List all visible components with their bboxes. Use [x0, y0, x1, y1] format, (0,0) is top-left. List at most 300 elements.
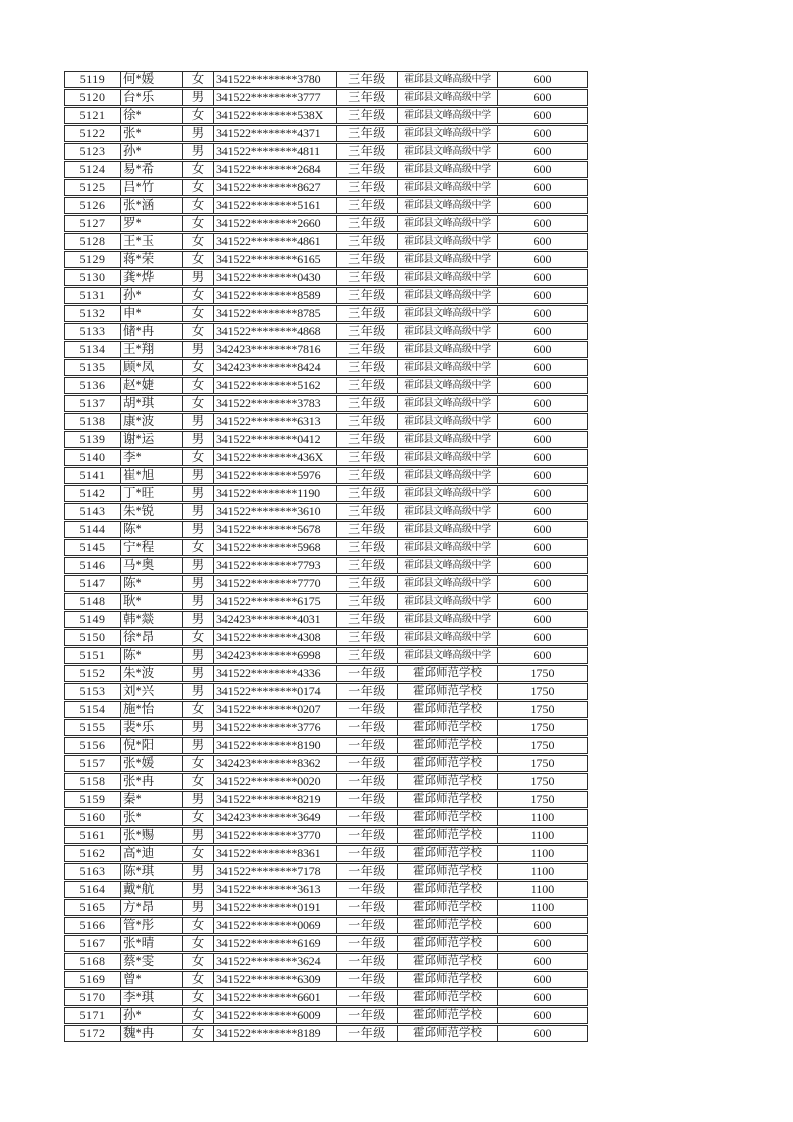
- cell-student-name: 朱*波: [121, 665, 183, 682]
- cell-student-name: 管*彤: [121, 917, 183, 934]
- cell-grade: 一年级: [337, 791, 398, 808]
- cell-grade: 三年级: [337, 71, 398, 88]
- cell-fee-amount: 600: [498, 125, 588, 142]
- cell-fee-amount: 1750: [498, 773, 588, 790]
- cell-seq-no: 5147: [64, 575, 121, 592]
- cell-seq-no: 5144: [64, 521, 121, 538]
- cell-fee-amount: 600: [498, 413, 588, 430]
- cell-student-name: 张*媛: [121, 755, 183, 772]
- table-row: [64, 737, 588, 754]
- cell-seq-no: 5167: [64, 935, 121, 952]
- cell-fee-amount: 600: [498, 179, 588, 196]
- cell-seq-no: 5125: [64, 179, 121, 196]
- cell-fee-amount: 600: [498, 1025, 588, 1042]
- table-row: [64, 557, 588, 574]
- cell-grade: 三年级: [337, 287, 398, 304]
- cell-fee-amount: 1100: [498, 827, 588, 844]
- cell-gender: 男: [183, 341, 214, 358]
- table-row: [64, 179, 588, 196]
- cell-school: 霍邱师范学校: [398, 791, 498, 808]
- cell-gender: 女: [183, 755, 214, 772]
- cell-fee-amount: 600: [498, 989, 588, 1006]
- cell-id-number: 341522********3776: [214, 719, 337, 736]
- cell-grade: 一年级: [337, 701, 398, 718]
- table-row: [64, 809, 588, 826]
- cell-gender: 女: [183, 305, 214, 322]
- cell-school: 霍邱县文峰高级中学: [398, 413, 498, 430]
- cell-gender: 男: [183, 89, 214, 106]
- cell-student-name: 胡*琪: [121, 395, 183, 412]
- cell-grade: 三年级: [337, 485, 398, 502]
- cell-fee-amount: 600: [498, 449, 588, 466]
- cell-id-number: 341522********6309: [214, 971, 337, 988]
- cell-id-number: 341522********3613: [214, 881, 337, 898]
- cell-school: 霍邱县文峰高级中学: [398, 215, 498, 232]
- cell-fee-amount: 1750: [498, 791, 588, 808]
- cell-student-name: 方*昂: [121, 899, 183, 916]
- cell-seq-no: 5138: [64, 413, 121, 430]
- table-row: [64, 863, 588, 880]
- cell-grade: 三年级: [337, 323, 398, 340]
- cell-gender: 女: [183, 773, 214, 790]
- cell-seq-no: 5145: [64, 539, 121, 556]
- table-row: [64, 935, 588, 952]
- cell-student-name: 谢*运: [121, 431, 183, 448]
- cell-fee-amount: 1100: [498, 863, 588, 880]
- cell-gender: 男: [183, 719, 214, 736]
- cell-school: 霍邱师范学校: [398, 899, 498, 916]
- cell-grade: 三年级: [337, 575, 398, 592]
- cell-gender: 男: [183, 557, 214, 574]
- cell-id-number: 341522********4371: [214, 125, 337, 142]
- table-row: [64, 233, 588, 250]
- cell-student-name: 孙*: [121, 1007, 183, 1024]
- table-row: [64, 611, 588, 628]
- cell-fee-amount: 600: [498, 143, 588, 160]
- cell-grade: 三年级: [337, 611, 398, 628]
- cell-id-number: 341522********2660: [214, 215, 337, 232]
- cell-fee-amount: 1750: [498, 665, 588, 682]
- cell-seq-no: 5157: [64, 755, 121, 772]
- cell-student-name: 顾*凤: [121, 359, 183, 376]
- cell-grade: 三年级: [337, 557, 398, 574]
- cell-fee-amount: 600: [498, 287, 588, 304]
- cell-grade: 一年级: [337, 935, 398, 952]
- cell-grade: 一年级: [337, 863, 398, 880]
- cell-id-number: 342423********6998: [214, 647, 337, 664]
- cell-gender: 男: [183, 593, 214, 610]
- cell-gender: 女: [183, 197, 214, 214]
- cell-school: 霍邱师范学校: [398, 1007, 498, 1024]
- cell-school: 霍邱师范学校: [398, 971, 498, 988]
- cell-student-name: 康*波: [121, 413, 183, 430]
- cell-school: 霍邱县文峰高级中学: [398, 269, 498, 286]
- table-row: [64, 1025, 588, 1042]
- cell-grade: 一年级: [337, 737, 398, 754]
- cell-fee-amount: 1750: [498, 737, 588, 754]
- cell-fee-amount: 1750: [498, 701, 588, 718]
- cell-fee-amount: 1100: [498, 881, 588, 898]
- cell-student-name: 徐*昂: [121, 629, 183, 646]
- cell-gender: 女: [183, 701, 214, 718]
- cell-fee-amount: 600: [498, 593, 588, 610]
- cell-fee-amount: 600: [498, 935, 588, 952]
- cell-fee-amount: 600: [498, 197, 588, 214]
- cell-student-name: 朱*锐: [121, 503, 183, 520]
- cell-student-name: 施*怡: [121, 701, 183, 718]
- cell-seq-no: 5142: [64, 485, 121, 502]
- cell-gender: 女: [183, 539, 214, 556]
- cell-id-number: 342423********3649: [214, 809, 337, 826]
- cell-id-number: 341522********4308: [214, 629, 337, 646]
- table-row: [64, 1007, 588, 1024]
- cell-gender: 女: [183, 1025, 214, 1042]
- cell-fee-amount: 600: [498, 71, 588, 88]
- cell-fee-amount: 600: [498, 305, 588, 322]
- cell-id-number: 341522********6009: [214, 1007, 337, 1024]
- cell-school: 霍邱县文峰高级中学: [398, 395, 498, 412]
- cell-seq-no: 5124: [64, 161, 121, 178]
- cell-student-name: 崔*旭: [121, 467, 183, 484]
- cell-gender: 女: [183, 251, 214, 268]
- cell-school: 霍邱县文峰高级中学: [398, 629, 498, 646]
- cell-seq-no: 5164: [64, 881, 121, 898]
- cell-gender: 女: [183, 809, 214, 826]
- cell-grade: 三年级: [337, 647, 398, 664]
- table-row: [64, 485, 588, 502]
- table-row: [64, 593, 588, 610]
- cell-grade: 三年级: [337, 233, 398, 250]
- student-fee-table: [64, 70, 588, 1043]
- cell-seq-no: 5161: [64, 827, 121, 844]
- cell-grade: 三年级: [337, 341, 398, 358]
- cell-seq-no: 5130: [64, 269, 121, 286]
- cell-fee-amount: 600: [498, 341, 588, 358]
- cell-school: 霍邱县文峰高级中学: [398, 467, 498, 484]
- cell-school: 霍邱县文峰高级中学: [398, 647, 498, 664]
- table-row: [64, 917, 588, 934]
- cell-id-number: 341522********7793: [214, 557, 337, 574]
- cell-school: 霍邱县文峰高级中学: [398, 557, 498, 574]
- cell-school: 霍邱县文峰高级中学: [398, 143, 498, 160]
- cell-student-name: 高*迪: [121, 845, 183, 862]
- cell-student-name: 蒋*荣: [121, 251, 183, 268]
- cell-seq-no: 5170: [64, 989, 121, 1006]
- cell-id-number: 341522********3610: [214, 503, 337, 520]
- cell-seq-no: 5139: [64, 431, 121, 448]
- cell-id-number: 341522********4811: [214, 143, 337, 160]
- cell-fee-amount: 600: [498, 629, 588, 646]
- cell-fee-amount: 1750: [498, 719, 588, 736]
- table-row: [64, 431, 588, 448]
- cell-seq-no: 5143: [64, 503, 121, 520]
- table-row: [64, 125, 588, 142]
- cell-seq-no: 5122: [64, 125, 121, 142]
- cell-school: 霍邱师范学校: [398, 989, 498, 1006]
- table-row: [64, 503, 588, 520]
- cell-gender: 男: [183, 791, 214, 808]
- cell-school: 霍邱县文峰高级中学: [398, 485, 498, 502]
- cell-id-number: 342423********8424: [214, 359, 337, 376]
- cell-seq-no: 5169: [64, 971, 121, 988]
- cell-id-number: 341522********5968: [214, 539, 337, 556]
- table-row: [64, 701, 588, 718]
- cell-grade: 三年级: [337, 197, 398, 214]
- table-row: [64, 467, 588, 484]
- cell-grade: 一年级: [337, 773, 398, 790]
- cell-student-name: 曾*: [121, 971, 183, 988]
- cell-gender: 女: [183, 161, 214, 178]
- cell-student-name: 丁*旺: [121, 485, 183, 502]
- cell-school: 霍邱县文峰高级中学: [398, 521, 498, 538]
- cell-seq-no: 5152: [64, 665, 121, 682]
- cell-student-name: 申*: [121, 305, 183, 322]
- cell-seq-no: 5123: [64, 143, 121, 160]
- cell-gender: 女: [183, 989, 214, 1006]
- cell-id-number: 341522********3770: [214, 827, 337, 844]
- cell-grade: 一年级: [337, 1007, 398, 1024]
- cell-seq-no: 5151: [64, 647, 121, 664]
- cell-gender: 女: [183, 287, 214, 304]
- cell-gender: 男: [183, 269, 214, 286]
- cell-fee-amount: 600: [498, 323, 588, 340]
- cell-fee-amount: 600: [498, 377, 588, 394]
- table-row: [64, 521, 588, 538]
- cell-student-name: 戴*航: [121, 881, 183, 898]
- cell-grade: 一年级: [337, 845, 398, 862]
- cell-seq-no: 5160: [64, 809, 121, 826]
- cell-student-name: 台*乐: [121, 89, 183, 106]
- cell-grade: 三年级: [337, 395, 398, 412]
- cell-id-number: 341522********0412: [214, 431, 337, 448]
- cell-fee-amount: 600: [498, 485, 588, 502]
- cell-id-number: 342423********4031: [214, 611, 337, 628]
- cell-fee-amount: 600: [498, 107, 588, 124]
- cell-id-number: 341522********4868: [214, 323, 337, 340]
- cell-school: 霍邱县文峰高级中学: [398, 449, 498, 466]
- cell-gender: 女: [183, 71, 214, 88]
- cell-grade: 三年级: [337, 593, 398, 610]
- cell-gender: 男: [183, 575, 214, 592]
- cell-student-name: 陈*琪: [121, 863, 183, 880]
- cell-gender: 男: [183, 143, 214, 160]
- cell-seq-no: 5148: [64, 593, 121, 610]
- cell-grade: 三年级: [337, 629, 398, 646]
- cell-seq-no: 5120: [64, 89, 121, 106]
- cell-fee-amount: 600: [498, 575, 588, 592]
- cell-student-name: 魏*冉: [121, 1025, 183, 1042]
- cell-fee-amount: 600: [498, 521, 588, 538]
- cell-grade: 三年级: [337, 359, 398, 376]
- cell-school: 霍邱县文峰高级中学: [398, 251, 498, 268]
- table-row: [64, 215, 588, 232]
- cell-student-name: 赵*婕: [121, 377, 183, 394]
- cell-school: 霍邱县文峰高级中学: [398, 161, 498, 178]
- cell-fee-amount: 600: [498, 395, 588, 412]
- cell-seq-no: 5155: [64, 719, 121, 736]
- cell-id-number: 341522********6175: [214, 593, 337, 610]
- cell-id-number: 341522********3780: [214, 71, 337, 88]
- cell-fee-amount: 600: [498, 269, 588, 286]
- cell-grade: 三年级: [337, 377, 398, 394]
- cell-fee-amount: 600: [498, 89, 588, 106]
- cell-id-number: 341522********8361: [214, 845, 337, 862]
- cell-school: 霍邱师范学校: [398, 1025, 498, 1042]
- cell-gender: 男: [183, 863, 214, 880]
- cell-student-name: 蔡*雯: [121, 953, 183, 970]
- cell-seq-no: 5146: [64, 557, 121, 574]
- cell-seq-no: 5133: [64, 323, 121, 340]
- cell-id-number: 342423********8362: [214, 755, 337, 772]
- cell-seq-no: 5150: [64, 629, 121, 646]
- cell-school: 霍邱师范学校: [398, 737, 498, 754]
- cell-student-name: 张*赐: [121, 827, 183, 844]
- cell-grade: 三年级: [337, 449, 398, 466]
- cell-grade: 三年级: [337, 143, 398, 160]
- cell-fee-amount: 1100: [498, 899, 588, 916]
- cell-seq-no: 5131: [64, 287, 121, 304]
- cell-seq-no: 5134: [64, 341, 121, 358]
- cell-fee-amount: 1100: [498, 809, 588, 826]
- table-row: [64, 773, 588, 790]
- cell-school: 霍邱师范学校: [398, 665, 498, 682]
- cell-student-name: 秦*: [121, 791, 183, 808]
- cell-grade: 三年级: [337, 467, 398, 484]
- cell-student-name: 陈*: [121, 647, 183, 664]
- cell-id-number: 341522********7178: [214, 863, 337, 880]
- cell-gender: 女: [183, 1007, 214, 1024]
- cell-school: 霍邱县文峰高级中学: [398, 305, 498, 322]
- table-row: [64, 629, 588, 646]
- cell-id-number: 341522********6601: [214, 989, 337, 1006]
- cell-fee-amount: 600: [498, 251, 588, 268]
- table-row: [64, 143, 588, 160]
- table-row: [64, 683, 588, 700]
- cell-student-name: 罗*: [121, 215, 183, 232]
- cell-id-number: 341522********2684: [214, 161, 337, 178]
- cell-seq-no: 5166: [64, 917, 121, 934]
- table-row: [64, 341, 588, 358]
- cell-school: 霍邱县文峰高级中学: [398, 611, 498, 628]
- cell-grade: 一年级: [337, 953, 398, 970]
- cell-seq-no: 5141: [64, 467, 121, 484]
- cell-grade: 一年级: [337, 755, 398, 772]
- cell-grade: 三年级: [337, 251, 398, 268]
- table-row: [64, 161, 588, 178]
- cell-school: 霍邱县文峰高级中学: [398, 323, 498, 340]
- table-row: [64, 197, 588, 214]
- cell-id-number: 342423********7816: [214, 341, 337, 358]
- cell-grade: 一年级: [337, 899, 398, 916]
- cell-grade: 三年级: [337, 107, 398, 124]
- cell-student-name: 张*: [121, 809, 183, 826]
- cell-gender: 男: [183, 413, 214, 430]
- cell-seq-no: 5156: [64, 737, 121, 754]
- cell-grade: 三年级: [337, 215, 398, 232]
- cell-fee-amount: 1750: [498, 683, 588, 700]
- cell-gender: 男: [183, 899, 214, 916]
- cell-grade: 一年级: [337, 809, 398, 826]
- cell-gender: 女: [183, 395, 214, 412]
- cell-school: 霍邱师范学校: [398, 683, 498, 700]
- cell-id-number: 341522********0020: [214, 773, 337, 790]
- cell-school: 霍邱师范学校: [398, 935, 498, 952]
- cell-grade: 三年级: [337, 179, 398, 196]
- cell-student-name: 李*琪: [121, 989, 183, 1006]
- cell-fee-amount: 600: [498, 503, 588, 520]
- table-row: [64, 539, 588, 556]
- cell-student-name: 孙*: [121, 287, 183, 304]
- cell-seq-no: 5172: [64, 1025, 121, 1042]
- cell-fee-amount: 600: [498, 161, 588, 178]
- cell-school: 霍邱师范学校: [398, 845, 498, 862]
- cell-student-name: 龚*烨: [121, 269, 183, 286]
- table-row: [64, 287, 588, 304]
- table-row: [64, 953, 588, 970]
- cell-school: 霍邱县文峰高级中学: [398, 89, 498, 106]
- cell-id-number: 341522********6169: [214, 935, 337, 952]
- table-row: [64, 665, 588, 682]
- cell-gender: 男: [183, 125, 214, 142]
- cell-school: 霍邱县文峰高级中学: [398, 341, 498, 358]
- cell-gender: 男: [183, 647, 214, 664]
- cell-seq-no: 5162: [64, 845, 121, 862]
- table-row: [64, 845, 588, 862]
- cell-fee-amount: 600: [498, 539, 588, 556]
- table-row: [64, 107, 588, 124]
- cell-id-number: 341522********5162: [214, 377, 337, 394]
- cell-student-name: 刘*兴: [121, 683, 183, 700]
- cell-school: 霍邱师范学校: [398, 755, 498, 772]
- cell-school: 霍邱县文峰高级中学: [398, 71, 498, 88]
- cell-gender: 女: [183, 845, 214, 862]
- cell-grade: 三年级: [337, 89, 398, 106]
- cell-gender: 女: [183, 215, 214, 232]
- cell-school: 霍邱师范学校: [398, 809, 498, 826]
- table-row: [64, 251, 588, 268]
- cell-fee-amount: 600: [498, 647, 588, 664]
- cell-grade: 三年级: [337, 125, 398, 142]
- cell-student-name: 吕*竹: [121, 179, 183, 196]
- cell-student-name: 张*涵: [121, 197, 183, 214]
- cell-id-number: 341522********5161: [214, 197, 337, 214]
- cell-fee-amount: 600: [498, 611, 588, 628]
- cell-id-number: 341522********6313: [214, 413, 337, 430]
- table-row: [64, 305, 588, 322]
- cell-id-number: 341522********6165: [214, 251, 337, 268]
- cell-gender: 男: [183, 485, 214, 502]
- cell-student-name: 王*翔: [121, 341, 183, 358]
- cell-id-number: 341522********3777: [214, 89, 337, 106]
- cell-id-number: 341522********8190: [214, 737, 337, 754]
- table-row: [64, 647, 588, 664]
- cell-seq-no: 5132: [64, 305, 121, 322]
- table-row: [64, 71, 588, 88]
- cell-grade: 一年级: [337, 971, 398, 988]
- cell-fee-amount: 1100: [498, 845, 588, 862]
- cell-gender: 女: [183, 323, 214, 340]
- cell-id-number: 341522********8189: [214, 1025, 337, 1042]
- cell-school: 霍邱县文峰高级中学: [398, 359, 498, 376]
- cell-gender: 男: [183, 503, 214, 520]
- cell-student-name: 陈*: [121, 521, 183, 538]
- cell-school: 霍邱县文峰高级中学: [398, 539, 498, 556]
- cell-student-name: 韩*燚: [121, 611, 183, 628]
- table-row: [64, 449, 588, 466]
- cell-school: 霍邱师范学校: [398, 719, 498, 736]
- cell-id-number: 341522********8627: [214, 179, 337, 196]
- cell-id-number: 341522********7770: [214, 575, 337, 592]
